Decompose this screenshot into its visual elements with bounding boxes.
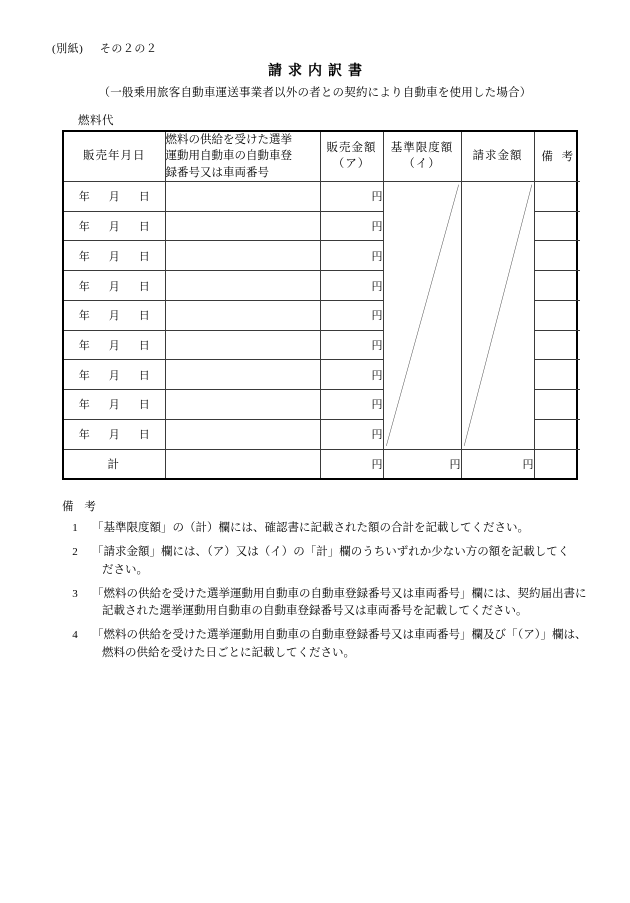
cell-sales-amount[interactable]: 円 [320, 271, 383, 301]
note-body-main: 「燃料の供給を受けた選挙運動用自動車の自動車登録番号又は車両番号」欄及び「（ア）」欄は、 [92, 629, 587, 642]
table-header-row [64, 132, 580, 181]
date-month-placeholder: 月 [108, 310, 120, 323]
date-year-placeholder: 年 [78, 310, 90, 323]
date-year-placeholder: 年 [78, 369, 90, 382]
cell-total-remarks[interactable] [534, 449, 580, 478]
date-year-placeholder: 年 [78, 221, 90, 234]
column-header-sales-amount-line1: 販売金額 [326, 141, 377, 154]
diagonal-strike-icon [462, 182, 534, 449]
cell-total-label: 計 [64, 449, 165, 478]
cell-remarks[interactable] [534, 360, 580, 390]
note-body-continuation: 記載された選挙運動用自動車の自動車登録番号又は車両番号を記載してください。 [102, 605, 528, 617]
date-month-placeholder: 月 [108, 399, 120, 412]
note-body-main: 「基準限度額」の（計）欄には、確認書に記載された額の合計を記載してください。 [92, 522, 529, 534]
cell-sales-amount[interactable]: 円 [320, 419, 383, 449]
column-header-claim-amount: 請求金額 [461, 132, 534, 181]
date-year-placeholder: 年 [78, 429, 90, 442]
cell-claim-amount-merged[interactable] [461, 181, 534, 449]
fuel-cost-table-wrapper [62, 130, 578, 480]
cell-sales-amount[interactable]: 円 [320, 211, 383, 241]
cell-sales-amount[interactable]: 円 [320, 300, 383, 330]
column-header-sales-amount-line2: （ア） [332, 158, 371, 171]
note-body-continuation: ださい。 [102, 563, 148, 576]
cell-vehicle[interactable] [165, 271, 320, 301]
cell-date[interactable] [64, 419, 165, 449]
date-month-placeholder: 月 [108, 429, 120, 442]
date-year-placeholder: 年 [78, 250, 90, 263]
cell-standard-limit-merged[interactable] [383, 181, 461, 449]
note-body [92, 544, 603, 579]
cell-remarks[interactable] [534, 241, 580, 271]
document-reference-bracket: (別紙) [52, 43, 84, 55]
date-month-placeholder: 月 [108, 250, 120, 263]
column-header-date: 販売年月日 [64, 132, 165, 181]
document-reference-number: その２の２ [99, 43, 158, 55]
cell-date[interactable] [64, 390, 165, 420]
date-month-placeholder: 月 [108, 191, 120, 204]
cell-total-claim-amount[interactable]: 円 [461, 449, 534, 478]
column-header-standard-limit-line2: （イ） [403, 158, 441, 171]
cell-vehicle[interactable] [165, 390, 320, 420]
date-year-placeholder: 年 [78, 191, 90, 204]
date-month-placeholder: 月 [108, 280, 120, 293]
note-number: 2 [72, 546, 78, 559]
note-item [58, 544, 603, 579]
note-body [92, 627, 603, 662]
note-number: 3 [72, 587, 78, 600]
date-day-placeholder: 日 [138, 429, 150, 442]
date-day-placeholder: 日 [138, 280, 150, 293]
cell-date[interactable] [64, 241, 165, 271]
cell-remarks[interactable] [534, 211, 580, 241]
date-day-placeholder: 日 [138, 250, 150, 263]
page-subtitle: （一般乗用旅客自動車運送事業者以外の者との契約により自動車を使用した場合） [98, 87, 532, 99]
column-header-vehicle-line1: 燃料の供給を受けた選挙 [165, 134, 292, 146]
date-month-placeholder: 月 [108, 369, 120, 382]
note-number: 4 [72, 629, 78, 642]
table-row [64, 181, 580, 211]
note-item [58, 627, 603, 662]
date-month-placeholder: 月 [108, 221, 120, 234]
note-body [92, 586, 603, 621]
page-title: 請求内訳書 [268, 64, 368, 79]
cell-vehicle[interactable] [165, 181, 320, 211]
column-header-remarks: 備 考 [534, 132, 580, 181]
date-day-placeholder: 日 [138, 191, 150, 204]
cell-date[interactable] [64, 360, 165, 390]
cell-vehicle[interactable] [165, 241, 320, 271]
note-item [58, 520, 603, 537]
column-header-sales-amount [320, 132, 383, 181]
cell-total-standard-limit[interactable]: 円 [383, 449, 461, 478]
cell-sales-amount[interactable]: 円 [320, 360, 383, 390]
cell-vehicle[interactable] [165, 300, 320, 330]
table-total-row [64, 449, 580, 478]
cell-vehicle[interactable] [165, 360, 320, 390]
date-year-placeholder: 年 [78, 280, 90, 293]
cell-total-vehicle[interactable] [165, 449, 320, 478]
cell-remarks[interactable] [534, 390, 580, 420]
date-day-placeholder: 日 [138, 221, 150, 234]
cell-remarks[interactable] [534, 271, 580, 301]
date-year-placeholder: 年 [78, 340, 90, 353]
fuel-cost-table [64, 132, 580, 478]
date-day-placeholder: 日 [138, 310, 150, 323]
cell-date[interactable] [64, 211, 165, 241]
note-body-main: 「請求金額」欄には、（ア）又は（イ）の「計」欄のうちいずれか少ない方の額を記載してく [92, 546, 570, 559]
document-reference [52, 40, 157, 56]
diagonal-strike-icon [384, 182, 461, 449]
notes-title: 備 考 [62, 501, 100, 513]
note-body-main: 「燃料の供給を受けた選挙運動用自動車の自動車登録番号又は車両番号」欄には、契約届出書に [92, 587, 587, 600]
date-day-placeholder: 日 [138, 399, 150, 412]
note-number: 1 [72, 522, 78, 534]
column-header-vehicle [165, 132, 320, 181]
note-item [58, 586, 603, 621]
cell-sales-amount[interactable]: 円 [320, 330, 383, 360]
column-header-standard-limit [383, 132, 461, 181]
cell-vehicle[interactable] [165, 419, 320, 449]
cell-remarks[interactable] [534, 330, 580, 360]
cell-total-sales-amount[interactable]: 円 [320, 449, 383, 478]
column-header-standard-limit-line1: 基準限度額 [390, 141, 454, 154]
note-body-continuation: 燃料の供給を受けた日ごとに記載してください。 [102, 646, 355, 659]
column-header-vehicle-line3: 録番号又は車両番号 [165, 166, 269, 179]
notes-section [58, 498, 603, 669]
cell-vehicle[interactable] [165, 211, 320, 241]
note-body [92, 520, 603, 537]
cell-sales-amount[interactable]: 円 [320, 181, 383, 211]
cell-date[interactable] [64, 300, 165, 330]
date-year-placeholder: 年 [78, 399, 90, 412]
cell-remarks[interactable] [534, 181, 580, 211]
cell-remarks[interactable] [534, 419, 580, 449]
cell-vehicle[interactable] [165, 330, 320, 360]
date-month-placeholder: 月 [108, 340, 120, 353]
date-day-placeholder: 日 [138, 340, 150, 353]
cell-date[interactable] [64, 330, 165, 360]
cell-sales-amount[interactable]: 円 [320, 241, 383, 271]
cell-remarks[interactable] [534, 300, 580, 330]
column-header-vehicle-line2: 運動用自動車の自動車登 [165, 150, 292, 163]
date-day-placeholder: 日 [138, 369, 150, 382]
cell-date[interactable] [64, 271, 165, 301]
cell-sales-amount[interactable]: 円 [320, 390, 383, 420]
section-label-fuel-cost: 燃料代 [78, 115, 114, 127]
cell-date[interactable] [64, 181, 165, 211]
